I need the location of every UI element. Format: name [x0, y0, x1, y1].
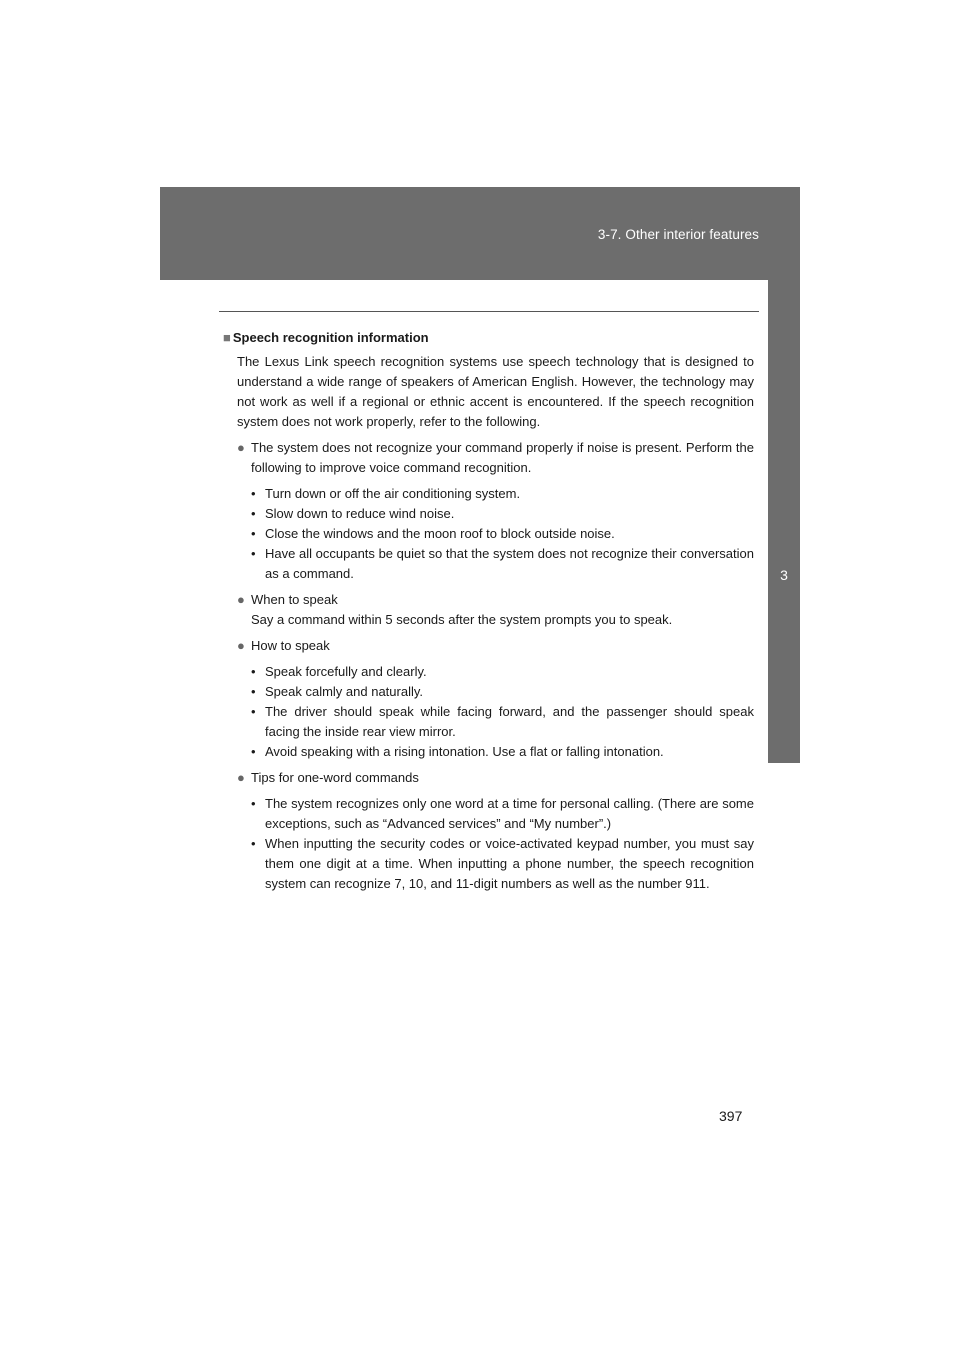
sub-item: • Slow down to reduce wind noise. [223, 504, 754, 524]
chapter-label: Interior features [777, 923, 791, 1011]
circle-bullet-icon: ● [237, 770, 245, 785]
sub-item: • Speak forcefully and clearly. [223, 662, 754, 682]
dot-bullet-icon: • [251, 486, 256, 501]
page-number: 397 [719, 1108, 743, 1124]
page-header [160, 187, 800, 280]
dot-bullet-icon: • [251, 796, 256, 811]
bullet-text: How to speak [251, 638, 330, 653]
section-heading [223, 328, 754, 348]
section-divider [219, 311, 759, 312]
bullet-text: The system does not recognize your command properly if noise is present. Perform the following to improve voice command recognition. [251, 440, 754, 475]
dot-bullet-icon: • [251, 704, 256, 719]
sub-item: • The driver should speak while facing forward, and the passenger should speak facing the inside rear view mirror. [251, 704, 754, 739]
bullet-item [223, 768, 754, 788]
bullet-item [223, 590, 754, 610]
sub-item: • Avoid speaking with a rising intonation. Use a flat or falling intonation. [223, 742, 754, 762]
dot-bullet-icon: • [251, 506, 256, 521]
sub-item: • Have all occupants be quiet so that the system does not recognize their conversation as a command. [251, 546, 754, 581]
bullet-item [223, 438, 754, 478]
dot-bullet-icon: • [251, 664, 256, 679]
chapter-title: 3-7. Other interior features [597, 227, 759, 242]
dot-bullet-icon: • [251, 526, 256, 541]
sub-item: • The system recognizes only one word at a time for personal calling. (There are some exceptions, such as “Advanced services” and “My number”.) [251, 796, 754, 831]
page-content [223, 328, 754, 894]
dot-bullet-icon: • [251, 546, 256, 561]
sub-item: • Speak calmly and naturally. [223, 682, 754, 702]
section-intro: The Lexus Link speech recognition systems use speech technology that is designed to understand a wide range of speakers of American English. However, the technology may not work as well if a regional or ethnic accent is encountered. If the speech recognition system does not work properly, refer to the following. [237, 354, 754, 429]
circle-bullet-icon: ● [237, 440, 245, 455]
chapter-side-tab [768, 280, 800, 1011]
circle-bullet-icon: ● [237, 592, 245, 607]
circle-bullet-icon: ● [237, 638, 245, 653]
sub-item: • When inputting the security codes or voice-activated keypad number, you must say them one digit at a time. When inputting a phone number, the speech recognition system can recognize 7, 10, and 11-digit numbers as well as the number 911. [251, 836, 754, 891]
chapter-number: 3 [780, 567, 788, 583]
dot-bullet-icon: • [251, 744, 256, 759]
sub-item: • Close the windows and the moon roof to block outside noise. [223, 524, 754, 544]
bullet-text: When to speak [251, 592, 338, 607]
sub-item: • Turn down or off the air conditioning system. [223, 484, 754, 504]
bullet-continuation: Say a command within 5 seconds after the system prompts you to speak. [251, 612, 673, 627]
bullet-text: Tips for one-word commands [251, 770, 419, 785]
bullet-item [223, 636, 754, 656]
square-bullet-icon: ■ [223, 330, 231, 345]
dot-bullet-icon: • [251, 836, 256, 851]
dot-bullet-icon: • [251, 684, 256, 699]
section-heading-text: Speech recognition information [232, 330, 429, 345]
